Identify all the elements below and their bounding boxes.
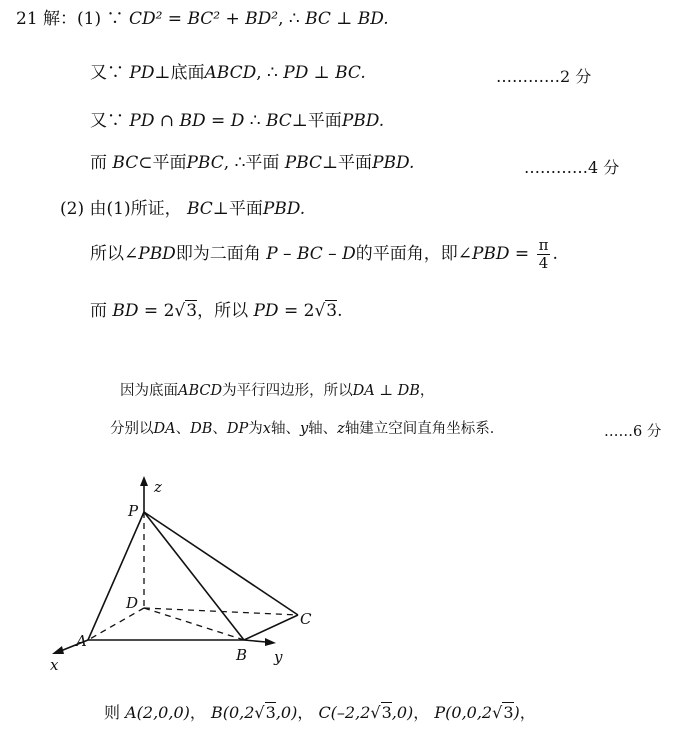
- edge-DB: [144, 608, 244, 640]
- label-A: A: [76, 632, 87, 650]
- label-z: z: [154, 478, 162, 496]
- edge-DC: [144, 608, 298, 615]
- solution-line-4: 而 BC⊂平面PBC, ∴平面 PBC⊥平面PBD.: [90, 153, 415, 173]
- solution-line-8: 因为底面ABCD为平行四边形，所以DA ⊥ DB，: [120, 383, 435, 399]
- label-P: P: [128, 502, 139, 520]
- edge-DA: [88, 608, 144, 640]
- problem-number: 21: [16, 9, 38, 29]
- z-axis-arrow: [140, 476, 148, 486]
- label-y: y: [274, 648, 283, 666]
- label-x: x: [50, 656, 59, 674]
- score-marker-2: …………2 分: [496, 67, 592, 86]
- solution-line-7: 而 BD = 2√3，所以 PD = 2√3.: [90, 301, 343, 321]
- solution-line-5: (2) 由(1)所证， BC⊥平面PBD.: [60, 199, 306, 219]
- solution-line-1: 21 解：(1) ∵ CD² = BC² + BD², ∴ BC ⊥ BD.: [16, 9, 389, 29]
- label-B: B: [236, 646, 248, 664]
- solution-line-9: 分别以DA、DB、DP为x轴、y轴、z轴建立空间直角坐标系．: [110, 421, 505, 437]
- y-axis: [244, 640, 266, 642]
- score-marker-4: …………4 分: [524, 158, 620, 177]
- y-axis-arrow: [265, 638, 276, 646]
- edge-PB: [144, 512, 244, 640]
- fraction-pi-over-4: $\frac{\pi}{4}$: [538, 236, 549, 272]
- solution-line-10: 则 A(2,0,0)， B(0,2√3,0)， C(–2,2√3,0)， P(0,0,2√3)，: [104, 703, 536, 722]
- label-D: D: [126, 594, 139, 612]
- solution-line-6: 所以∠PBD即为二面角 P – BC – D的平面角，即∠PBD = $\frac{\pi}{4}$ .: [90, 236, 558, 272]
- edge-BC: [244, 615, 298, 640]
- edge-PC: [144, 512, 298, 615]
- solution-line-2: 又∵ PD⊥底面ABCD, ∴ PD ⊥ BC.: [90, 63, 366, 83]
- pyramid-coordinate-figure: [40, 470, 340, 680]
- label-C: C: [300, 610, 312, 628]
- solution-line-3: 又∵ PD ∩ BD = D ∴ BC⊥平面PBD.: [90, 111, 385, 131]
- edge-PA: [88, 512, 144, 640]
- x-axis-arrow: [52, 646, 64, 654]
- score-marker-6: ……6 分: [604, 424, 662, 440]
